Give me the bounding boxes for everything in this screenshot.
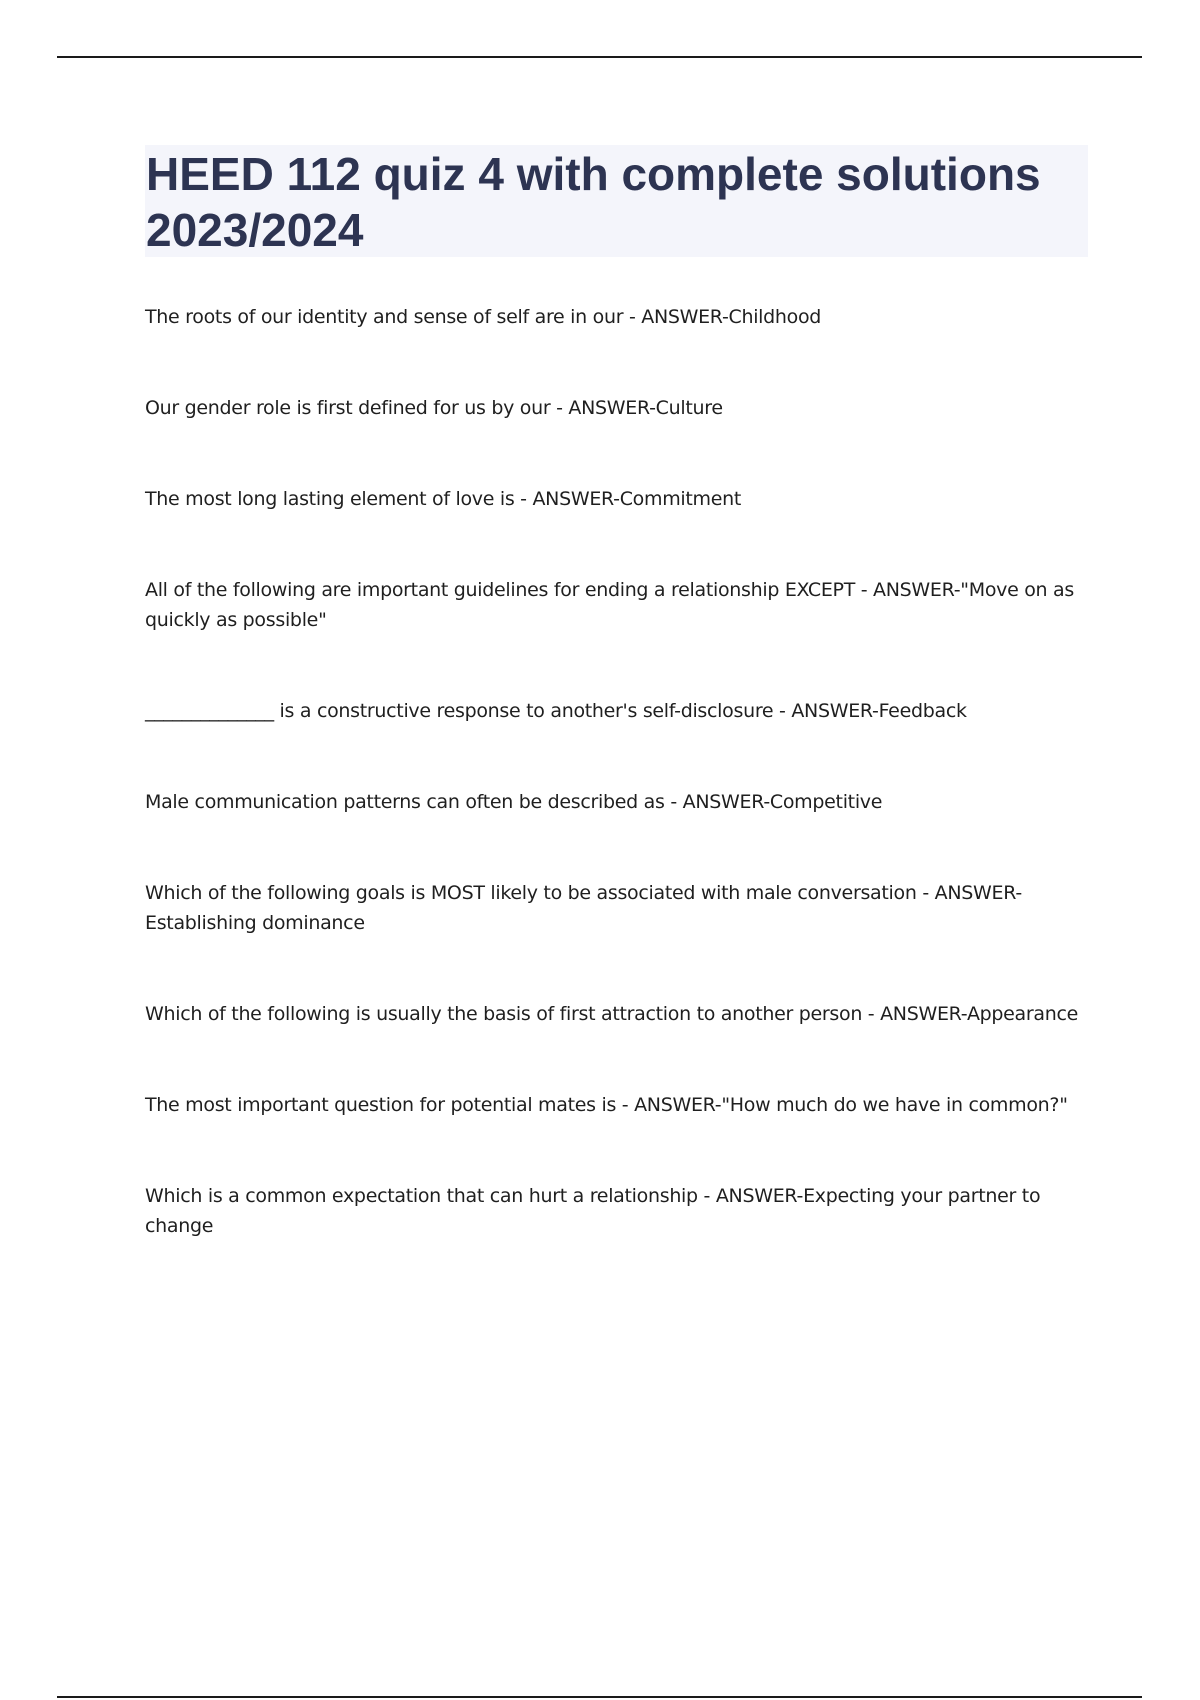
document-title: HEED 112 quiz 4 with complete solutions 2023/2024 — [146, 148, 1041, 256]
qa-item: The most important question for potential mates is - ANSWER-"How much do we have in common?" — [145, 1094, 1068, 1116]
qa-list — [145, 302, 1095, 1302]
qa-item: All of the following are important guidelines for ending a relationship EXCEPT - ANSWER-"Move on as quickly as possible" — [145, 579, 1074, 631]
qa-item: Our gender role is first defined for us by our - ANSWER-Culture — [145, 397, 723, 419]
qa-item: Which of the following is usually the basis of first attraction to another person - ANSWER-Appearance — [145, 1003, 1079, 1025]
bottom-rule — [57, 1696, 1142, 1698]
qa-item: Which is a common expectation that can hurt a relationship - ANSWER-Expecting your partner to change — [145, 1185, 1041, 1237]
qa-item: The roots of our identity and sense of self are in our - ANSWER-Childhood — [145, 306, 822, 328]
qa-item: Male communication patterns can often be described as - ANSWER-Competitive — [145, 791, 883, 813]
qa-item: The most long lasting element of love is - ANSWER-Commitment — [145, 488, 742, 510]
qa-item: Which of the following goals is MOST likely to be associated with male conversation - ANSWER-Establishing dominance — [145, 882, 1022, 934]
qa-item: ______________ is a constructive response to another's self-disclosure - ANSWER-Feedback — [145, 700, 967, 722]
top-rule — [57, 56, 1142, 58]
